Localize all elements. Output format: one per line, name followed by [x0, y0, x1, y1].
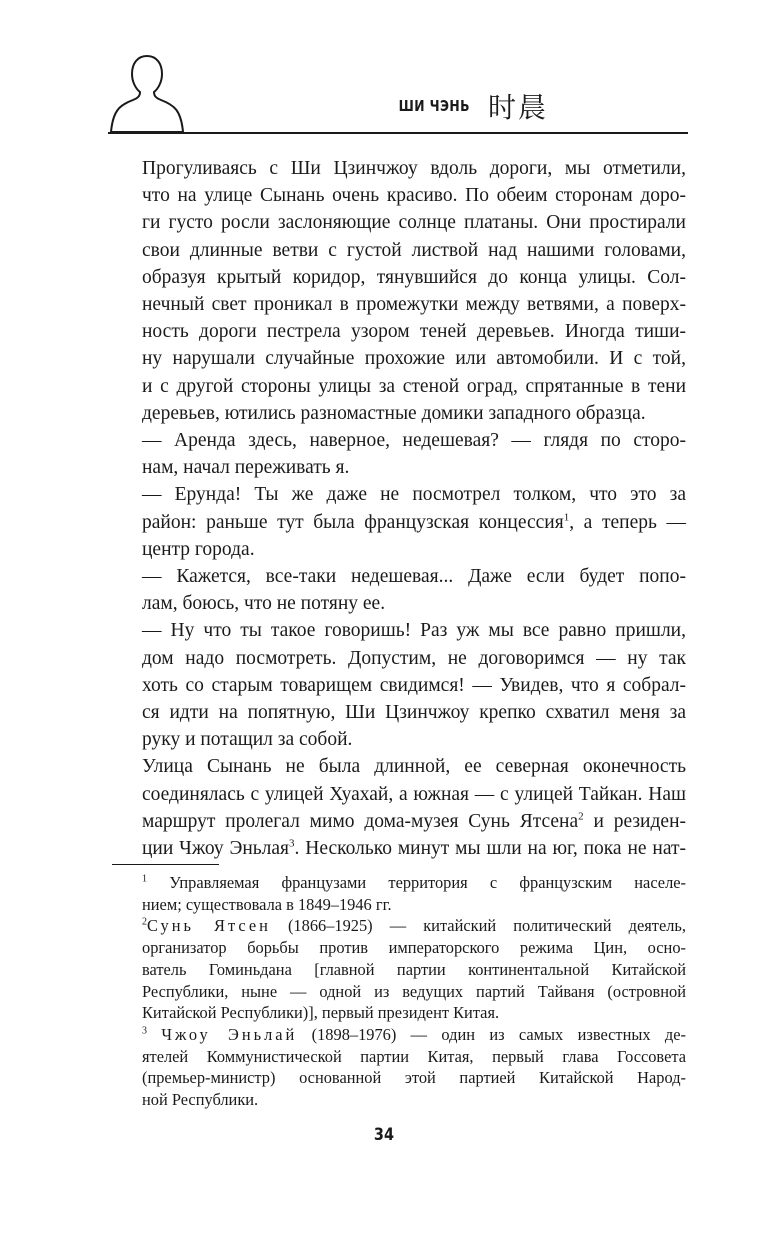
footnote-line: Республики, ныне — одной из ведущих партий Тайваня (островной — [142, 981, 686, 1001]
footnote-line — [112, 872, 686, 894]
main-text — [112, 155, 686, 862]
text-line: Прогуливаясь с Ши Цзинчжоу вдоль дороги, мы отметили, — [142, 158, 686, 179]
footnote-line: организатор борьбы против императорского режима Цин, осно- — [142, 938, 686, 958]
paragraph-6 — [112, 753, 686, 862]
text-fragment: (1898–1976) — один из самых известных де- — [311, 1024, 686, 1044]
footnote-mark: 1 — [142, 873, 147, 885]
text-fragment: и резиден- — [583, 810, 686, 832]
footnote-2 — [112, 915, 686, 1024]
footnote-3 — [112, 1024, 686, 1111]
footnote-line: ватель Гоминьдана [главной партии континентальной Китайской — [142, 959, 686, 979]
text-line: — Ерунда! Ты же даже не посмотрел толком, что это за — [142, 484, 686, 506]
text-fragment: , а теперь — — [569, 511, 686, 533]
text-line: руку и потащил за собой. — [142, 729, 353, 751]
footnote-line: Китайской Республики)], первый президент Китая. — [142, 1003, 500, 1023]
author-name-chinese: 时晨 — [488, 91, 549, 124]
footnote-ref-1: 1 — [563, 511, 570, 524]
text-line: ность дороги пестрела узором теней деревьев. Иногда тиши- — [142, 321, 686, 343]
footnote-1 — [112, 872, 686, 915]
text-line: деревьев, ютились разномастные домики западного образца. — [142, 402, 646, 424]
text-line: ну нарушали случайные прохожие или автомобили. И с той, — [142, 348, 686, 370]
page-number: 34 — [373, 1125, 395, 1145]
text-line: ся идти на попятную, Ши Цзинчжоу крепко схватил меня за — [142, 702, 686, 724]
footnote-term: Чжоу Эньлай — [161, 1024, 298, 1044]
text-line: — Аренда здесь, наверное, недешевая? — глядя по сторо- — [142, 430, 686, 452]
paragraph-4 — [112, 563, 686, 617]
footnote-line: ятелей Коммунистической партии Китая, первый глава Госсовета — [142, 1046, 686, 1066]
footnote-mark: 2 — [142, 916, 147, 928]
footnote-line: нием; существовала в 1849–1946 гг. — [142, 894, 392, 914]
paragraph-5 — [112, 617, 686, 753]
text-fragment: район: раньше тут была французская концессия — [142, 511, 564, 533]
text-fragment: ции Чжоу Эньлая — [142, 838, 290, 860]
text-line: образуя крытый коридор, тянувшийся до конца улицы. Сол- — [142, 266, 686, 288]
footnote-line: (премьер-министр) основанной этой партией Китайской Народ- — [142, 1068, 686, 1088]
text-line: ги густо росли заслоняющие солнце платаны. Они простирали — [142, 212, 686, 234]
text-line: центр города. — [142, 538, 255, 560]
text-line — [112, 808, 686, 835]
header-rule — [108, 132, 688, 134]
text-line: — Ну что ты такое говоришь! Раз уж мы все равно пришли, — [142, 620, 686, 642]
text-line: лам, боюсь, что не потяну ее. — [142, 593, 386, 615]
footnote-line: ной Республики. — [142, 1090, 259, 1110]
text-line: хоть со старым товарищем свидимся! — Увидев, что я собрал- — [142, 674, 686, 696]
text-line: дом надо посмотреть. Допустим, не договоримся — ну так — [142, 647, 686, 669]
footnote-term: Сунь Ятсен — [147, 916, 271, 936]
footnote-line — [112, 915, 686, 937]
author-name: ШИ ЧЭНЬ — [398, 97, 470, 115]
text-line: соединялась с улицей Хуахай, а южная — с улицей Тайкан. Наш — [142, 783, 686, 805]
paragraph-2 — [112, 427, 686, 481]
text-line: свои длинные ветви с густой листвой над нашими головами, — [142, 239, 686, 261]
paragraph-3 — [112, 481, 686, 563]
text-line: нечный свет проникал в промежутки между ветвями, а поверх- — [142, 294, 686, 316]
footnote-ref-2: 2 — [578, 810, 584, 823]
text-line: нам, начал переживать я. — [142, 457, 350, 479]
text-line: — Кажется, все-таки недешевая... Даже если будет попо- — [142, 566, 686, 588]
person-silhouette-icon — [108, 52, 186, 132]
footnote-mark: 3 — [142, 1025, 147, 1037]
text-fragment: Управляемая французами территория с французским населе- — [169, 873, 686, 892]
text-line — [112, 509, 686, 536]
text-line: и с другой стороны улицы за стеной оград, спрятанные в тени — [142, 375, 686, 397]
text-line — [112, 835, 686, 862]
text-fragment: . Несколько минут мы шли на юг, пока не нат- — [294, 838, 686, 860]
footnote-line — [112, 1024, 686, 1046]
text-line: что на улице Сынань очень красиво. По обеим сторонам доро- — [142, 185, 686, 207]
footnote-ref-3: 3 — [289, 837, 295, 850]
text-fragment: маршрут пролегал мимо дома-музея Сунь Ятсена — [142, 810, 579, 832]
footnote-separator — [112, 864, 219, 865]
running-header — [108, 52, 688, 134]
text-line: Улица Сынань не была длинной, ее северная оконечность — [142, 756, 686, 778]
text-fragment: (1866–1925) — китайский политический деятель, — [287, 916, 686, 936]
paragraph-1 — [112, 155, 686, 427]
footnotes — [112, 872, 686, 1111]
